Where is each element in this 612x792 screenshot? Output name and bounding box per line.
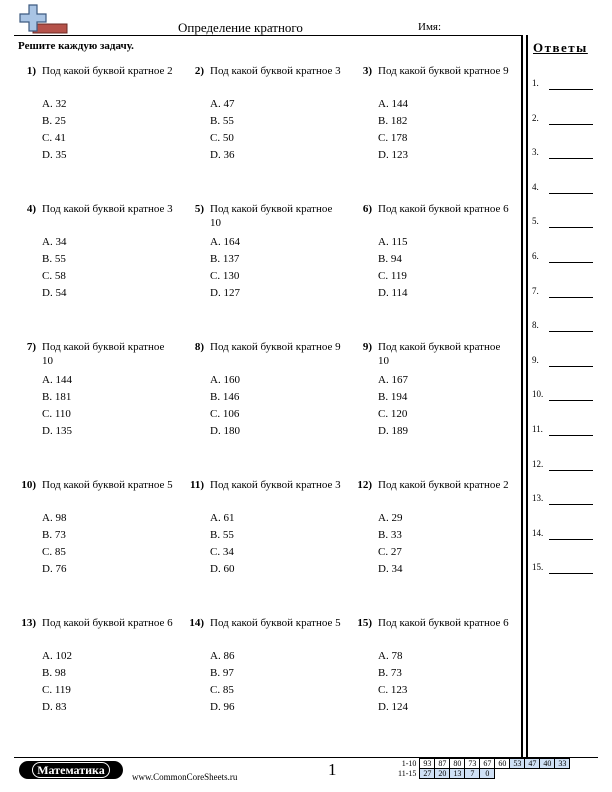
answer-option[interactable]: D. 34 — [378, 563, 403, 575]
answer-option[interactable]: A. 144 — [42, 374, 72, 386]
answer-blank[interactable] — [549, 435, 593, 436]
answer-label: 4. — [532, 181, 539, 192]
answer-label: 9. — [532, 354, 539, 365]
answer-option[interactable]: D. 83 — [42, 701, 67, 713]
problem-number: 9) — [362, 341, 372, 353]
answer-option[interactable]: C. 178 — [378, 132, 408, 144]
problem-question: Под какой буквой кратное 5 — [210, 617, 341, 629]
answer-option[interactable]: B. 25 — [42, 115, 66, 127]
score-cell: 13 — [450, 769, 465, 779]
answer-label: 10. — [532, 389, 544, 400]
answer-option[interactable]: D. 96 — [210, 701, 235, 713]
problem-question: Под какой буквой кратное 3 — [210, 479, 341, 491]
score-cell: 33 — [555, 759, 570, 769]
score-row-label: 11-15 — [398, 769, 417, 778]
answer-option[interactable]: D. 76 — [42, 563, 67, 575]
score-cell: 60 — [495, 759, 510, 769]
answer-option[interactable]: C. 34 — [210, 546, 234, 558]
problem-number: 6) — [362, 203, 372, 215]
answer-option[interactable]: C. 41 — [42, 132, 66, 144]
score-cell: 0 — [480, 769, 495, 779]
problem-question: Под какой буквой кратное 10 — [42, 341, 165, 367]
answer-option[interactable]: D. 35 — [42, 149, 67, 161]
logo — [16, 4, 68, 36]
answer-option[interactable]: A. 98 — [42, 512, 67, 524]
answer-option[interactable]: D. 135 — [42, 425, 72, 437]
score-cell: 80 — [450, 759, 465, 769]
answer-option[interactable]: D. 189 — [378, 425, 408, 437]
problem-number: 8) — [194, 341, 204, 353]
answer-option[interactable]: A. 29 — [378, 512, 403, 524]
answer-label: 5. — [532, 216, 539, 227]
answer-option[interactable]: C. 119 — [42, 684, 71, 696]
answer-option[interactable]: B. 146 — [210, 391, 240, 403]
answer-label: 7. — [532, 285, 539, 296]
site-url: www.CommonCoreSheets.ru — [132, 772, 238, 782]
answer-blank[interactable] — [549, 193, 593, 194]
answer-blank[interactable] — [549, 89, 593, 90]
problem-number: 3) — [362, 65, 372, 77]
answer-option[interactable]: D. 123 — [378, 149, 408, 161]
answer-label: 11. — [532, 424, 543, 434]
problem-question: Под какой буквой кратное 9 — [210, 341, 341, 353]
answer-option[interactable]: A. 34 — [42, 236, 67, 248]
answer-label: 6. — [532, 251, 539, 261]
problem-number: 11) — [189, 479, 204, 491]
answer-label: 12. — [532, 458, 544, 469]
answer-option[interactable]: B. 181 — [42, 391, 72, 403]
answer-blank[interactable] — [549, 470, 593, 471]
answer-blank[interactable] — [549, 400, 593, 401]
page-title: Определение кратного — [178, 20, 303, 35]
answer-option[interactable]: D. 60 — [210, 563, 235, 575]
problem-question: Под какой буквой кратное 2 — [42, 65, 173, 77]
answer-blank[interactable] — [549, 331, 593, 332]
answer-blank[interactable] — [549, 297, 593, 298]
score-cell: 93 — [420, 759, 435, 769]
problem-question: Под какой буквой кратное 2 — [378, 479, 509, 491]
answer-option[interactable]: D. 114 — [378, 287, 408, 299]
score-cell: 53 — [510, 759, 525, 769]
problem-number: 12) — [357, 479, 372, 491]
answer-option[interactable]: C. 119 — [378, 270, 407, 282]
answer-option[interactable]: A. 32 — [42, 98, 67, 110]
answer-option[interactable]: A. 61 — [210, 512, 235, 524]
answers-title: Ответы — [533, 40, 588, 55]
score-cell: 87 — [435, 759, 450, 769]
answer-option[interactable]: D. 180 — [210, 425, 240, 437]
answer-option[interactable]: A. 115 — [378, 236, 408, 248]
answer-option[interactable]: C. 50 — [210, 132, 234, 144]
problem-question: Под какой буквой кратное 6 — [378, 203, 509, 215]
answer-label: 1. — [532, 78, 539, 88]
answer-option[interactable]: B. 194 — [378, 391, 408, 403]
answer-option[interactable]: C. 120 — [378, 408, 408, 420]
answer-option[interactable]: B. 73 — [42, 529, 66, 541]
problem-question: Под какой буквой кратное 9 — [378, 65, 509, 77]
problem-number: 15) — [357, 617, 372, 629]
brand-badge — [19, 761, 123, 779]
answer-option[interactable]: B. 98 — [42, 667, 66, 679]
score-table — [396, 758, 570, 779]
answer-label: 14. — [532, 527, 544, 538]
problem-question: Под какой буквой кратное 6 — [42, 617, 173, 629]
answer-blank[interactable] — [549, 366, 593, 367]
problem-number: 1) — [26, 65, 36, 77]
name-label: Имя: — [418, 21, 442, 33]
score-cell: 40 — [540, 759, 555, 769]
problem-question: Под какой буквой кратное 10 — [378, 341, 501, 367]
problem-number: 13) — [21, 617, 36, 629]
answer-option[interactable]: B. 94 — [378, 253, 402, 265]
problem-number: 4) — [26, 203, 36, 215]
answer-blank[interactable] — [549, 227, 593, 228]
answer-option[interactable]: A. 144 — [378, 98, 408, 110]
answer-blank[interactable] — [549, 573, 593, 574]
score-cell: 73 — [465, 759, 480, 769]
header-divider — [14, 35, 522, 36]
instruction-text: Решите каждую задачу. — [18, 40, 134, 52]
answer-option[interactable]: C. 123 — [378, 684, 408, 696]
answer-blank[interactable] — [549, 262, 593, 263]
answer-option[interactable]: D. 127 — [210, 287, 240, 299]
brand-label: Математика — [32, 762, 110, 778]
score-cell: 27 — [420, 769, 435, 779]
answer-column-divider — [521, 35, 523, 757]
answer-option[interactable]: B. 55 — [210, 529, 234, 541]
problem-question: Под какой буквой кратное 6 — [378, 617, 509, 629]
problem-question: Под какой буквой кратное 3 — [210, 65, 341, 77]
answer-label: 8. — [532, 320, 539, 331]
answer-blank[interactable] — [549, 504, 593, 505]
score-cell: 47 — [525, 759, 540, 769]
answer-column-divider-inner — [526, 35, 528, 757]
answer-option[interactable]: A. 78 — [378, 650, 403, 662]
answer-option[interactable]: B. 97 — [210, 667, 234, 679]
answer-label: 15. — [532, 562, 544, 573]
problem-number: 14) — [189, 617, 204, 629]
answer-label: 3. — [532, 147, 539, 158]
answer-option[interactable]: B. 55 — [210, 115, 234, 127]
problem-question: Под какой буквой кратное 10 — [210, 203, 333, 229]
answer-option[interactable]: B. 33 — [378, 529, 402, 541]
problem-number: 10) — [21, 479, 36, 491]
score-cell: 67 — [480, 759, 495, 769]
answer-option[interactable]: C. 106 — [210, 408, 240, 420]
answer-option[interactable]: C. 27 — [378, 546, 402, 558]
answer-option[interactable]: C. 110 — [42, 408, 71, 420]
score-cell: 20 — [435, 769, 450, 779]
answer-label: 2. — [532, 112, 539, 123]
answer-option[interactable]: C. 130 — [210, 270, 240, 282]
answer-option[interactable]: A. 102 — [42, 650, 72, 662]
answer-option[interactable]: D. 124 — [378, 701, 408, 713]
answer-option[interactable]: B. 55 — [42, 253, 66, 265]
answer-option[interactable]: A. 47 — [210, 98, 235, 110]
problem-question: Под какой буквой кратное 3 — [42, 203, 173, 215]
score-cell: 7 — [465, 769, 480, 779]
answer-option[interactable]: D. 54 — [42, 287, 67, 299]
score-row-label: 1-10 — [401, 759, 417, 768]
answer-option[interactable]: C. 85 — [210, 684, 234, 696]
answer-option[interactable]: A. 164 — [210, 236, 240, 248]
answer-option[interactable]: B. 182 — [378, 115, 408, 127]
answer-option[interactable]: A. 160 — [210, 374, 240, 386]
answer-blank[interactable] — [549, 158, 593, 159]
answer-option[interactable]: C. 58 — [42, 270, 66, 282]
problem-number: 5) — [194, 203, 204, 215]
problem-question: Под какой буквой кратное 5 — [42, 479, 173, 491]
answer-option[interactable]: B. 73 — [378, 667, 402, 679]
problem-number: 7) — [26, 341, 36, 353]
answer-blank[interactable] — [549, 539, 593, 540]
problem-number: 2) — [194, 65, 204, 77]
answer-label: 13. — [532, 493, 544, 504]
answer-blank[interactable] — [549, 124, 593, 125]
answer-option[interactable]: C. 85 — [42, 546, 66, 558]
answer-option[interactable]: B. 137 — [210, 253, 240, 265]
page-number: 1 — [328, 760, 337, 779]
answer-option[interactable]: A. 167 — [378, 374, 408, 386]
answer-option[interactable]: A. 86 — [210, 650, 235, 662]
answer-option[interactable]: D. 36 — [210, 149, 235, 161]
